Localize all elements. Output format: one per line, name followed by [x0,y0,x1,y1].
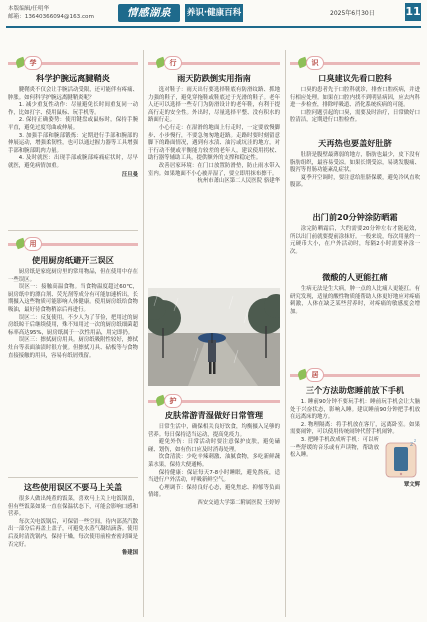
header-contact [8,5,94,21]
editor-line: 本版编辑/任明华 [8,6,50,12]
header-rule [6,26,421,28]
article-paragraph: 夏季开空调时，要注意给肚脐保暖，避免冷风直吹腹部。 [290,174,420,189]
article-paragraph: 改善居家环境：在门口放置防滑垫，防止雨水带入室内。如果地面不小心被弄湿了，要立即用抹布擦干。 [148,162,280,177]
article-title: 皮肤常游青湿做好日常管理 [164,410,264,420]
phone-sleep-illustration [382,437,420,481]
article-title: 这些使用误区不要马上关盖 [23,482,123,492]
article-author [148,500,280,508]
divider [8,230,138,231]
article-bad-breath [290,73,420,133]
article-author: 鲁建国 [121,550,138,557]
article-paragraph: 很多人做出炖煮的饭菜，喜欢马上关上电饭锅盖，但有些饭菜如果一直在保温状态下，可能会影响口感和营养。 [8,496,138,518]
col1b-header [8,237,138,251]
article-paragraph: 饮食清淡：少吃辛辣刺激、油腻食物，多吃新鲜蔬菜水果，保持大便通畅。 [148,454,280,468]
article-pain [290,272,420,340]
article-title: 科学护腕远离腱鞘炎 [36,73,110,83]
article-paragraph: 2. 物理隔离：将手机放在客厅，远离卧室。如果需要闹钟，可以使用传统闹钟代替手机闹钟。 [290,421,420,436]
article-wrist [8,73,138,223]
article-paragraph: 涂完防晒霜后，大约需要20分钟左右才能起效，所以出门前就要提前涂抹好。一般来说，每次用量约一元硬币大小，在户外活动时，每隔2小时需要补涂一次。 [290,226,420,255]
article-paragraph: 避免外伤：日常活动时要注意保护皮肤，避免磕碰、划伤，如有伤口应及时消毒处理。 [148,439,280,453]
article-paragraph: 2. 保持正确姿势：使用键盘或鼠标时，保持手腕平直，避免过度弯曲或伸展。 [8,117,138,131]
col1-header [8,56,138,70]
col-badge: 护 [164,394,182,408]
article-author [148,178,280,186]
article-paragraph: 小心行走：在湿滑的地面上行走时，一定要放慢脚步、小步慢行，不要急匆匆地赶路。走路时要时刻留意脚下的路面情况，遇到有水渍、油污或坑洼的地方，对于行动不便或平衡能力较差的老年人，建议使用拐杖、助行器等辅助工具，提供额外的支撑和稳定性。 [148,124,280,162]
col2b-header [148,394,280,408]
col-badge: 学 [24,56,42,70]
issue-date: 2025年6月30日 [330,10,375,17]
column-divider [143,50,144,617]
author-org: 西安交通大学第二附属医院 [197,499,263,506]
col-badge: 识 [306,56,324,70]
article-paragraph: 3. 加强手部和腕部锻炼：定期进行手部和腕部的伸展运动，增强柔韧性，也可以通过握力器等工具增强手部和腕部肌肉力量。 [8,132,138,154]
article-paragraph: 口臭的患者先于口腔科就诊，排查口腔疾病，并进行相应处理。如果在口腔内找不到明显病因，应去内科进一步检查，排除呼吸道、消化系统疾病的可能。 [290,87,420,109]
article-title: 口臭建议先看口腔科 [318,73,392,83]
article-paragraph: 生病无法是生大病，肿一点的人比痛人更能扛。有研究发现，适量的酸性物质能帮助人体更好地应对疼痛刺激，人体在缺乏某些营养时，对疼痛的敏感度会增加。 [290,286,420,315]
article-paragraph: 误区二：反复使用。不少人为了节俭，把用过的厨房纸晾干后继续使用，殊不知用过一次的厨房纸细菌超标率高达95%，厨房纸属于一次性用品，用完即扔。 [8,314,138,336]
article-paragraph: 腱鞘炎不仅会让手腕活动受限，还可能伴有疼痛、肿胀。如何科学护腕远离腱鞘炎呢？ [8,87,138,101]
section-title: 养识·健康百科 [185,4,243,22]
article-phone [290,385,420,617]
svg-text:z: z [414,437,417,443]
col-badge: 居 [306,368,324,382]
svg-text:z: z [410,440,414,448]
article-paragraph: 误区三：擦拭厨房用具。厨房纸吸附性较好，擦拭灶台等表面油渍时很方便。但擦拭刀具、砧板等与食物直接接触的用具，容易有纸屑残留。 [8,337,138,359]
article-author: 汪旦曼 [121,171,138,178]
article-paragraph: 误区一：接触高温食物。当食物温度超过60℃，厨房纸中的漂白剂、荧光剂等成分有可能加速析出，长期摄入这些物质可能影响人体健康。使用厨房纸给食物吸油，最好待食物稍凉后再进行。 [8,284,138,313]
column-divider [285,50,286,617]
rainy-street-photo [148,288,280,386]
article-title: 使用厨房纸避开三误区 [32,255,114,265]
page-header [0,0,427,36]
article-paragraph: 口腔问题引起的口臭，需要及时治疗，日常做好口腔清洁，定期进行口腔检查。 [290,109,420,124]
author-org: 杭州市萧山区第二人民医院 [197,178,263,185]
article-title: 三个方法助您睡前放下手机 [305,385,405,395]
article-author: 覃文辉 [403,481,420,488]
page-number: 11 [405,3,421,21]
article-title: 出门前20分钟涂防晒霜 [312,212,398,222]
email-line: 邮箱：13640366094@163.com [8,14,94,20]
article-rice-cooker [8,482,138,617]
article-paragraph: 1. 睡前90分钟不要玩手机：睡前玩手机会让大脑处于兴奋状态，影响入睡。建议睡前90分钟把手机放在远离床的地方。 [290,399,420,421]
article-paragraph: 每次关电饭锅后，可保留一些空间，待内部蒸汽散出一部分后再盖上盖子，可避免水蒸气凝结滴落。使用后及时清洗锅内，保持干燥，每次使用前检查密封圈是否完好。 [8,518,138,548]
col-badge: 行 [164,56,182,70]
article-navel [290,138,420,206]
article-rain-fall [148,73,280,305]
col3-header [290,56,420,70]
author-name: 王婷婷 [263,499,280,506]
author-name: 骆建华 [263,178,280,185]
article-paragraph: 心理调节：保持良好心态，避免焦虑、抑郁等负面情绪。 [148,484,280,499]
article-paragraph: 肚脐是腹壁最薄弱的地方，脂肪也最少，皮下没有脂肪组织，最容易受凉。如果长期受凉，易诱发腹痛、腹泻等胃肠功能紊乱症状。 [290,152,420,174]
article-kitchen-paper [8,255,138,467]
newspaper-logo: 情感湖泉 [118,4,180,22]
article-skin [148,410,280,617]
photo-graphic [148,288,280,386]
article-paragraph: 保持健康：保证每天7-8小时睡眠，避免熬夜，适当进行户外活动，呼吸新鲜空气。 [148,469,280,484]
col2-header [148,56,280,70]
phone-tip-row [290,437,420,481]
article-paragraph: 日常生活中，确保相关良好饮食，均衡摄入足够的营养。每日保持适当运动，提高免疫力。 [148,424,280,438]
article-paragraph: 厨房纸是家庭厨房里的常用物品，但在使用中存在一些误区。 [8,269,138,283]
divider [8,477,138,478]
article-title: 雨天防跌倒实用指南 [177,73,251,83]
article-paragraph: 3. 把睡手机改成听手机：可以听一些舒缓的音乐或有声读物，帮助放松入睡。 [290,436,379,459]
article-paragraph: 4. 及时就医：出现手部或腕部疼痛症状时，尽早就医，避免病情加重。 [8,155,138,169]
article-title: 微酸的人更能扛痛 [322,272,388,282]
article-title: 天再热也要盖好肚脐 [318,138,392,148]
article-paragraph: 选对鞋子：雨天出行要选择鞋底有防滑纹路、抓地力强的鞋子，避免穿拖鞋或鞋底过于光滑的鞋子。老年人还可以选择一些专门为防滑设计的老年鞋，有利于提高行走的安全性。外出时，尽量选择平整、没有积水的路面行走。 [148,87,280,124]
article-paragraph: 1. 减少重复性动作：尽量避免长时间重复同一动作，比如打字、使用鼠标、玩手机等。 [8,102,138,116]
col3b-header [290,368,420,382]
article-sunscreen [290,212,420,268]
col-badge: 用 [24,237,42,251]
